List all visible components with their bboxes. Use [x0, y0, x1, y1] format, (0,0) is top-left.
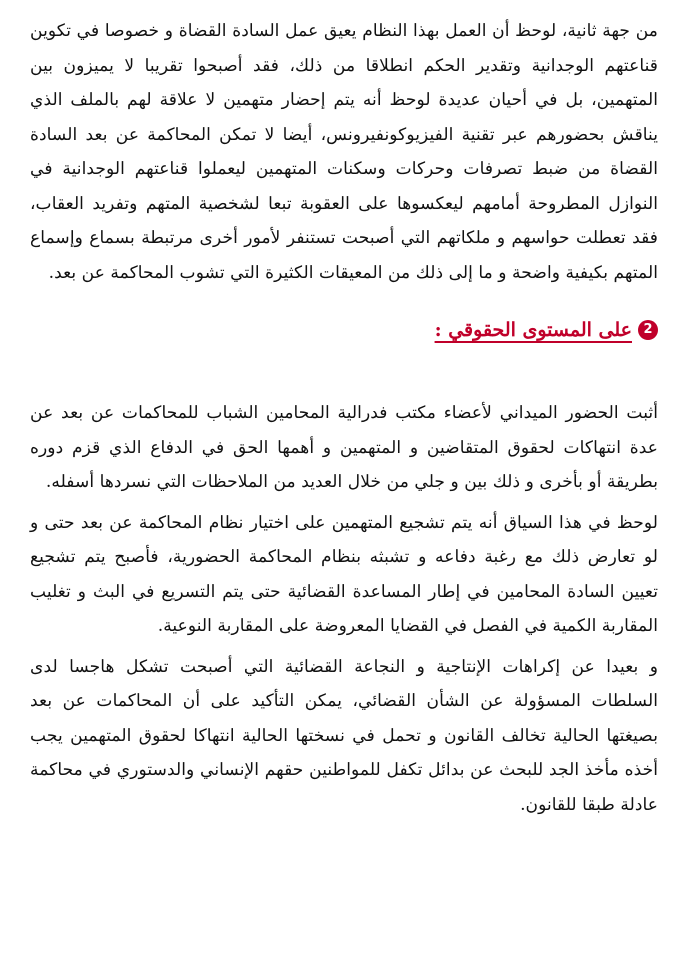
paragraph-remote-trial-obstacles: من جهة ثانية، لوحظ أن العمل بهذا النظام يعيق عمل السادة القضاة و خصوصا في تكوين قناعتهم الوجدانية وتقدير الحكم انطلاقا من ذلك، فقد أصبحوا تقريبا لا يميزون بين المتهمين، بل في أحيان عديدة لوحظ أنه يتم إحضار متهمين لا علاقة لهم بالملف الذي يناقش بحضورهم عبر تقنية الفيزيوكونفيرونس، أيضا لا تمكن المحاكمة عن بعد السادة القضاة من ضبط تصرفات وحركات وسكنات المتهمين ليعملوا قناعتهم الوجدانية في النوازل المطروحة أمامهم ليعكسوها على العقوبة تبعا لشخصية المتهم وتفريد العقاب، فقد تعطلت حواسهم و ملكاتهم التي أصبحت تستنفر لأمور أخرى مرتبطة بسماع وإسماع المتهم بكيفية واضحة و ما إلى ذلك من المعيقات الكثيرة التي تشوب المحاكمة عن بعد. — [30, 21, 658, 283]
paragraph-defense-violations: أثبت الحضور الميداني لأعضاء مكتب فدرالية المحامين الشباب للمحاكمات عن بعد عن عدة انتهاكات لحقوق المتقاضين و المتهمين و أهمها الحق في الدفاع الذي قزم دوره بطريقة أو بأخرى و ذلك بين و جلي من خلال العديد من الملاحظات التي نسردها أسفله. — [30, 403, 658, 492]
heading-spacer — [30, 348, 658, 396]
paragraph-conclusion: و بعيدا عن إكراهات الإنتاجية و النجاعة القضائية التي أصبحت تشكل هاجسا لدى السلطات المسؤولة عن الشأن القضائي، يمكن التأكيد على أن المحاكمات عن بعد بصيغتها الحالية تخالف القانون و تحمل في نسختها الحالية انتهاكا لحقوق المتهمين يجب أخذه مأخذ الجد للبحث عن بدائل تكفل للمواطنين حقهم الإنساني والدستوري في محاكمة عادلة طبقا للقانون. — [30, 656, 658, 815]
section-heading — [30, 312, 658, 348]
section-title: على المستوى الحقوقي : — [434, 319, 632, 341]
section-number-badge: 2 — [638, 320, 658, 340]
document-page — [30, 0, 658, 970]
paragraph-encouraging-remote: لوحظ في هذا السياق أنه يتم تشجيع المتهمين على اختيار نظام المحاكمة عن بعد حتى و لو تعارض ذلك مع رغبة دفاعه و تشبثه بنظام المحاكمة الحضورية، فأصبح يتم تشجيع تعيين السادة المحامين في إطار المساعدة القضائية حتى يتم التسريع في البث و تغليب المقاربة الكمية في الفصل في القضايا المعروضة على المقاربة النوعية. — [30, 512, 658, 636]
